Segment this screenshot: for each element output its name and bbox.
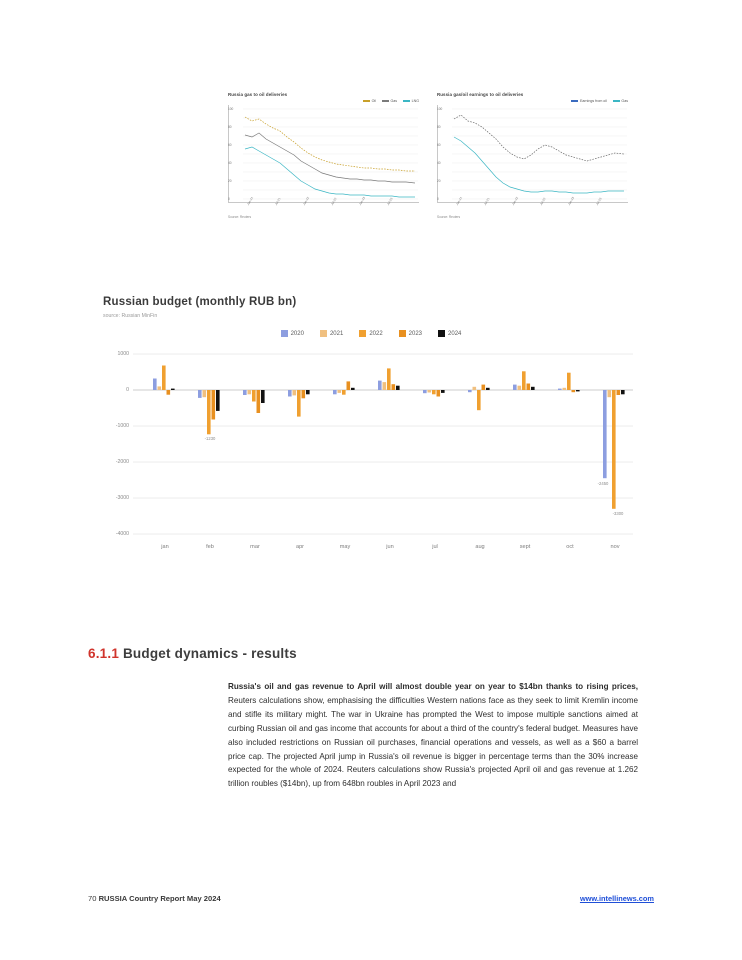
- x-tick-jan: jan: [161, 544, 169, 550]
- legend-item: [363, 99, 376, 103]
- x-tick: Jan-22: [511, 195, 520, 206]
- mini-chart-left-title: Russia gas to oil deliveries: [228, 92, 288, 97]
- budget-chart-plot: [103, 346, 639, 556]
- mini-chart-left-xaxis: [228, 195, 419, 213]
- mini-chart-left-plot: [228, 105, 419, 203]
- legend-label: 2020: [290, 330, 304, 337]
- page-footer: [88, 894, 654, 903]
- legend-label: LNG: [411, 99, 419, 104]
- legend-label: 2021: [329, 330, 344, 337]
- mini-left-y-tick: 40: [228, 160, 232, 165]
- body-lead-sentence: Russia's oil and gas revenue to April will almost double year on year to $14bn thanks to rising prices,: [228, 682, 638, 691]
- x-tick-feb: feb: [206, 544, 214, 550]
- legend-swatch: [571, 100, 578, 102]
- mini-chart-left-legend: [228, 99, 419, 104]
- mini-chart-right-xaxis: [437, 195, 628, 213]
- footer-page-number: 70: [88, 894, 97, 903]
- legend-swatch: [363, 100, 370, 102]
- mini-right-y-tick: 20: [437, 178, 441, 183]
- x-tick: Jul-22: [330, 196, 338, 206]
- legend-swatch: [399, 330, 406, 337]
- mini-left-y-tick: 60: [228, 142, 232, 147]
- x-tick: Jul-21: [274, 196, 282, 206]
- mini-right-y-tick: 0: [437, 196, 439, 201]
- mini-chart-left-source: Source: Reuters: [228, 214, 252, 219]
- footer-report-title: RUSSIA Country Report May 2024: [98, 894, 221, 903]
- legend-item-2021: [320, 330, 343, 337]
- legend-swatch: [359, 330, 366, 337]
- body-paragraph: [228, 680, 638, 791]
- legend-label: Gas: [390, 99, 398, 104]
- bar-value-label: -1230: [204, 436, 216, 441]
- legend-label: 2024: [448, 330, 462, 337]
- x-tick-mar: mar: [250, 544, 260, 550]
- budget-chart-legend: [103, 330, 639, 337]
- legend-label: 2022: [369, 330, 383, 337]
- x-tick: Jan-22: [302, 195, 311, 206]
- legend-swatch: [320, 330, 327, 337]
- legend-label: Earnings from oil: [579, 99, 607, 104]
- y-tick-n4000: -4000: [115, 531, 129, 537]
- mini-right-y-tick: 60: [437, 142, 441, 147]
- mini-chart-right: [437, 92, 628, 222]
- legend-item: [613, 99, 628, 103]
- mini-chart-right-svg: [438, 105, 629, 203]
- body-rest: Reuters calculations show, emphasising the difficulties Western nations face as they seek to limit Kremlin income and stifle its military might. The war in Ukraine has prompted the West to impose multiple sanctions aimed at curbing Russian oil and gas income that accounts for about a third of the country's federal budget. Measures have also included restrictions on Russian oil purchases, financial operations and vessels, as well as a $60 a barrel price cap. The projected April jump in Russia's oil revenue is bigger in percentage terms than the 30% increase expected for the whole of 2024. Reuters calculations show Russia's projected April oil and gas revenue at 1.262 trillion roubles ($14bn), up from 648bn roubles in April 2023 and: [228, 695, 638, 789]
- legend-item-2024: [438, 330, 461, 337]
- mini-left-y-tick: 0: [228, 196, 230, 201]
- x-tick-oct: oct: [566, 544, 574, 550]
- x-tick: Jul-22: [539, 196, 547, 206]
- mini-right-y-tick: 100: [437, 106, 443, 111]
- x-tick: Jul-23: [595, 196, 603, 206]
- x-tick-aug: aug: [475, 544, 485, 550]
- legend-swatch: [613, 100, 620, 102]
- mini-chart-left-svg: [229, 105, 420, 203]
- legend-swatch: [281, 330, 288, 337]
- budget-chart: [103, 296, 639, 586]
- mini-chart-right-source: Source: Reuters: [437, 214, 461, 219]
- y-tick-n3000: -3000: [115, 495, 129, 501]
- bar-value-label: -3300: [612, 511, 624, 516]
- mini-chart-right-plot: [437, 105, 628, 203]
- mini-left-y-tick: 100: [228, 106, 234, 111]
- footer-left: [88, 894, 221, 903]
- mini-left-y-tick: 80: [228, 124, 232, 129]
- budget-chart-source: source: Russian MinFin: [103, 313, 158, 319]
- legend-item-2023: [399, 330, 422, 337]
- mini-right-y-tick: 80: [437, 124, 441, 129]
- x-tick-jul: jul: [432, 544, 438, 550]
- y-tick-1000: 1000: [117, 351, 129, 357]
- x-tick: Jan-23: [358, 195, 367, 206]
- x-tick: Jul-21: [483, 196, 491, 206]
- section-number: 6.1.1: [88, 646, 120, 661]
- legend-swatch: [382, 100, 389, 102]
- x-tick-apr: apr: [295, 544, 305, 550]
- x-tick-jun: jun: [386, 544, 394, 550]
- y-tick-0: 0: [126, 387, 129, 393]
- legend-label: Gas: [621, 99, 628, 104]
- x-tick-may: may: [339, 544, 351, 550]
- legend-item-2022: [359, 330, 382, 337]
- legend-item: [403, 99, 419, 103]
- section-title: Budget dynamics - results: [122, 646, 297, 661]
- footer-website-link[interactable]: www.intellinews.com: [579, 894, 654, 903]
- mini-chart-right-legend: [437, 99, 628, 104]
- legend-label: Oil: [371, 99, 377, 104]
- x-tick: Jul-23: [386, 196, 394, 206]
- mini-left-y-tick: 20: [228, 178, 232, 183]
- x-tick-nov: nov: [610, 544, 620, 550]
- mini-chart-right-title: Russia gas/oil earnings to oil deliveries: [437, 92, 524, 97]
- mini-chart-left: [228, 92, 419, 222]
- legend-item: [382, 99, 397, 103]
- section-heading: [88, 646, 297, 661]
- budget-chart-svg: [103, 346, 639, 556]
- bar-value-label: -2450: [597, 481, 609, 486]
- y-tick-n1000: -1000: [115, 423, 129, 429]
- legend-item: [571, 99, 606, 103]
- top-charts-row: [228, 92, 628, 222]
- x-tick: Jan-21: [246, 195, 255, 206]
- legend-item-2020: [281, 330, 304, 337]
- legend-swatch: [438, 330, 445, 337]
- legend-swatch: [403, 100, 410, 102]
- y-tick-n2000: -2000: [115, 459, 129, 465]
- x-tick: Jan-21: [455, 195, 464, 206]
- legend-label: 2023: [408, 330, 423, 337]
- x-tick: Jan-23: [567, 195, 576, 206]
- x-tick-sept: sept: [519, 544, 531, 550]
- budget-chart-title: Russian budget (monthly RUB bn): [103, 296, 297, 308]
- mini-right-y-tick: 40: [437, 160, 441, 165]
